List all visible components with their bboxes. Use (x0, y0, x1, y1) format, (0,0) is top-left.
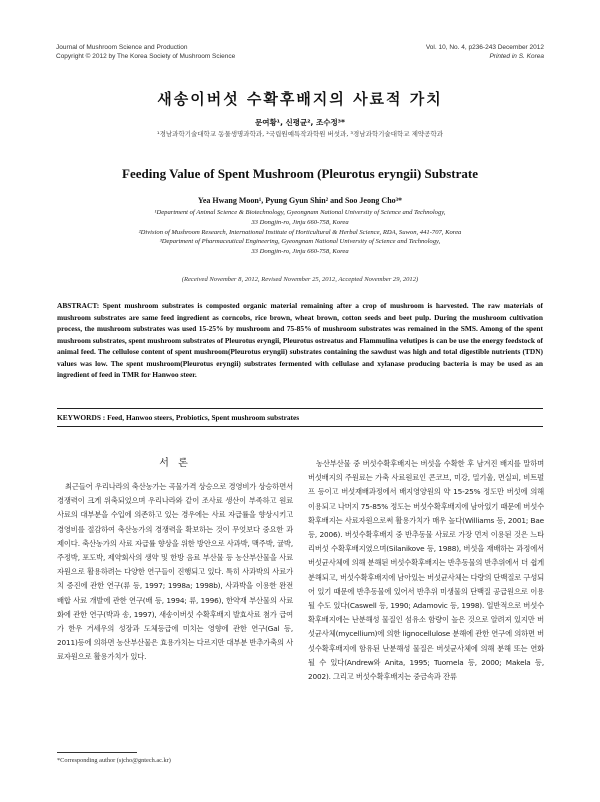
left-column-text: 최근들어 우리나라의 축산농가는 곡물가격 상승으로 경영비가 상승하면서 경쟁력이 크게 위축되었으며 우리나라와 같이 조사료 생산이 부족하고 원료사료의 대부분을 수입에 의존하고 있는 경우에는 사료 자급률을 향상시키고 경영비를 절감하여 축산농가의 경쟁력을 확보하는 것이 무엇보다 중요한 과제이다. 축산농가의 사료 자급률 향상을 위한 방안으로 사과박, 맥주박, 귤박, 주정박, 포도박, 제약회사의 생약 및 한방 음료 부산물 등 농산부산물을 사료자원으로 활용하려는 다양한 연구들이 진행되고 있다. 특히 사과박의 사료가치 증진에 관한 연구(류 등, 1997; 1998a; 1998b), 사과박을 이용한 완전배합 사료 개발에 관한 연구(배 등, 1994; 류, 1996), 한약재 부산물의 사료화에 관한 연구(박과 송, 1997), 새송이버섯 수확후배지 발효사료 첨가 급여가 한우 거세우의 성장과 도체등급에 미치는 영향에 관한 연구(Gal 등, 2011)등에 의하면 농산부산물은 효용가치는 다르지만 대부분 반추가축의 사료자원으로 활용가치가 있다. (57, 482, 293, 662)
affiliation-3: ³Department of Pharmaceutical Engineering, Gyeongnam National University of Science and Technology, (159, 238, 441, 246)
journal-header (56, 43, 235, 61)
footnote-divider (57, 752, 137, 753)
volume-header (426, 43, 544, 61)
english-title: Feeding Value of Spent Mushroom (Pleurotus eryngii) Substrate (122, 166, 478, 181)
keywords-block (57, 408, 543, 427)
abstract: ABSTRACT: Spent mushroom substrates is composted organic material remaining after a crop of mushroom is harvested. The raw materials of mushroom substrates are same feed ingredient as corncobs, rice brown, wheat brown, cotton seeds and beet pulp. During the mushroom cultivation process, the mushroom substrates was used 15-25% by mushroom and 75-85% of mushroom substrates was remained in the SMS. Among of the spent mushroom substrates, spent mushroom substrates of Pleurotus eryngii, Pleurotus ostreatus and Flammulina velutipes is can be use the energy feedstock of animal feed. The cellulose content of spent mushroom(Pleurotus eryngii) substrates containing the sawdust was high and total digestible nutrients (TDN) values was low. The spent mushroom(Pleurotus eryngii) substrates fermented with cellulase and xylanase producing bacteria is may be used as an ingredient of feed in TMR for Hanwoo steer. (57, 301, 543, 379)
english-affiliations (0, 208, 600, 257)
received-dates: (Received November 8, 2012, Revised November 25, 2012, Accepted November 29, 2012) (181, 276, 419, 283)
journal-name: Journal of Mushroom Science and Production (56, 44, 188, 51)
korean-affiliations: ¹경남과학기술대학교 동물생명과학과, ²국립원예특작과학원 버섯과, ³경남과학기술대학교 제약공학과 (157, 130, 443, 138)
affiliation-3-address: 33 Dongjin-ro, Jinju 660-758, Korea (251, 248, 349, 256)
english-authors: Yea Hwang Moon¹, Pyung Gyun Shin² and Soo Jeong Cho³* (197, 196, 403, 205)
volume-info: Vol. 10, No. 4, p236-243 December 2012 (425, 44, 544, 51)
keywords: KEYWORDS : Feed, Hanwoo steers, Probiotics, Spent mushroom substrates (57, 412, 543, 427)
copyright: Copyright © 2012 by The Korea Society of Mushroom Science (56, 53, 236, 60)
korean-title: 새송이버섯 수확후배지의 사료적 가치 (157, 90, 443, 108)
corresponding-author-footnote: *Corresponding author (sjcho@gntech.ac.kr) (57, 757, 171, 764)
section-title: 서 론 (159, 458, 191, 469)
affiliation-2: ²Division of Mushroom Research, International Institute of Horticultural & Herbal Science, RDA, Suwon, 441-707, Korea (138, 228, 462, 236)
printed-in: Printed in S. Korea (489, 53, 544, 60)
right-column-text: 농산부산물 중 버섯수확후배지는 버섯을 수확한 후 남겨진 배지를 말하며 버섯배지의 주원료는 가축 사료원료인 콘코브, 미강, 밀기울, 면실피, 비트펄프 등이고 버섯재배과정에서 배지영양원의 약 15-25% 정도만 버섯에 의해 이용되고 나머지 75-85% 정도는 버섯수확후배지에 남아있기 때문에 버섯수확후배지는 사료자원으로써 활용가치가 매우 높다(Williams 등, 2001; Bae 등, 2006). 버섯수확후배지 중 반추동물 사료로 가장 먼저 이용된 것은 느타리버섯 수확후배지였으며(Silanikove 등, 1988), 버섯을 재배하는 과정에서 버섯균사체에 의해 분해된 버섯수확후배지는 반추동물의 반추위에서 더 쉽게 분해되고, 버섯수확후배지에 남아있는 버섯균사체는 다량의 단백질로 구성되어 있기 때문에 반추동물에 있어서 반추위 미생물의 단백질 공급원으로 이용될 수도 있다(Caswell 등, 1990; Adamovic 등, 1998). 일반적으로 버섯수확후배지에는 난분해성 물질인 섬유소 함량이 높은 것으로 알려져 있지만 버섯균사체(mycellium)에 의한 lignocellulose 분해에 관한 연구에 의하면 버섯수확후배지에 함유된 난분해성 물질은 버섯균사체에 의해 분해 또는 연화될 수 있다(Andrew와 Anita, 1995; Tuomela 등, 2000; Makela 등, 2002). 그리고 버섯수확후배지는 중금속과 잔류 (308, 459, 544, 682)
korean-authors: 문여황¹, 신평균², 조수정³* (255, 118, 345, 127)
affiliation-1: ¹Department of Animal Science & Biotechnology, Gyeongnam National University of Science and Technology, (154, 209, 446, 216)
affiliation-1-address: 33 Dongjin-ro, Jinju 660-758, Korea (251, 218, 349, 226)
